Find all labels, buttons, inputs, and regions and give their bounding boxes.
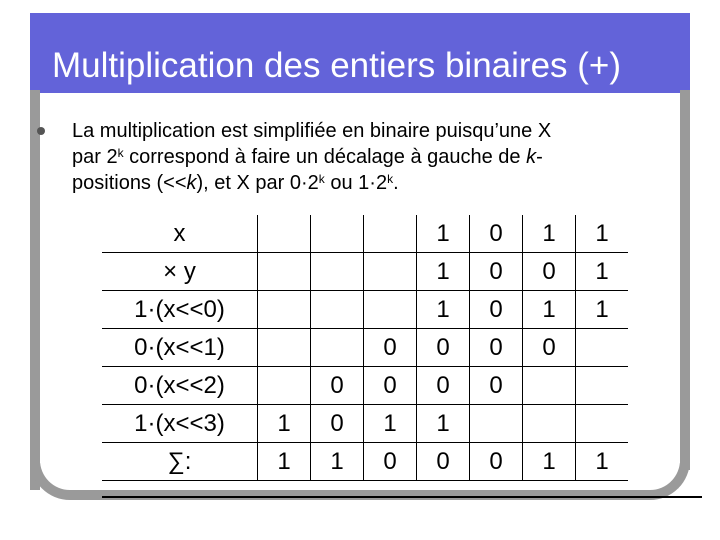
bit-cell: 0 xyxy=(470,253,523,291)
row-label: x xyxy=(102,215,258,253)
bit-cell: 0 xyxy=(417,329,470,367)
bullet-line-1: La multiplication est simplifiée en binaire puisqu’une X xyxy=(72,120,552,142)
bullet-line-3-k: k xyxy=(186,172,197,194)
bit-cell: 0 xyxy=(417,367,470,405)
bullet-line-3-sup2: k xyxy=(387,172,394,186)
bit-cell: 0 xyxy=(311,367,364,405)
bit-cell: 0 xyxy=(417,443,470,481)
row-label: 0·(x<<1) xyxy=(102,329,258,367)
bit-cell: 1 xyxy=(576,215,629,253)
bullet-icon xyxy=(37,127,45,135)
bit-cell: 1 xyxy=(576,291,629,329)
bit-cell: 0 xyxy=(311,405,364,443)
bullet-line-2c: - xyxy=(536,146,543,168)
bit-cell: 0 xyxy=(364,329,417,367)
bit-cell xyxy=(311,291,364,329)
frame-right-border xyxy=(680,90,690,470)
bit-cell xyxy=(311,215,364,253)
bit-cell xyxy=(258,367,311,405)
bit-cell xyxy=(258,291,311,329)
bit-cell xyxy=(364,215,417,253)
bullet-line-2-k: k xyxy=(526,146,537,168)
bit-cell xyxy=(523,367,576,405)
bit-cell: 1 xyxy=(523,291,576,329)
bit-cell: 1 xyxy=(576,443,629,481)
bit-cell: 1 xyxy=(311,443,364,481)
table-row xyxy=(102,443,628,481)
bit-cell: 0 xyxy=(470,443,523,481)
bit-cell: 0 xyxy=(364,367,417,405)
bit-cell xyxy=(470,405,523,443)
bullet-line-3-sup1: k xyxy=(318,172,325,186)
bit-cell: 1 xyxy=(417,253,470,291)
bit-cell xyxy=(258,329,311,367)
table-row xyxy=(102,405,628,443)
bit-cell xyxy=(364,253,417,291)
bit-cell: 1 xyxy=(523,215,576,253)
bit-cell xyxy=(523,405,576,443)
row-label: 0·(x<<2) xyxy=(102,367,258,405)
table-row xyxy=(102,291,628,329)
bit-cell: 1 xyxy=(258,405,311,443)
bit-cell: 1 xyxy=(417,405,470,443)
bit-cell: 0 xyxy=(470,291,523,329)
bit-cell: 0 xyxy=(470,215,523,253)
sum-underline xyxy=(102,496,702,498)
bit-cell xyxy=(576,367,629,405)
frame-left-border xyxy=(30,90,40,490)
bit-cell: 0 xyxy=(364,443,417,481)
row-label: ∑: xyxy=(102,443,258,481)
bullet-line-3d: . xyxy=(393,172,399,194)
bit-cell: 1 xyxy=(417,215,470,253)
bit-cell xyxy=(364,291,417,329)
bit-cell: 1 xyxy=(523,443,576,481)
bit-cell: 1 xyxy=(258,443,311,481)
bit-cell: 0 xyxy=(470,329,523,367)
table-row xyxy=(102,367,628,405)
bit-cell: 0 xyxy=(470,367,523,405)
multiplication-table xyxy=(102,215,628,481)
bullet-line-3b: ), et X par 0·2 xyxy=(196,172,319,194)
row-label: × y xyxy=(102,253,258,291)
bit-cell: 1 xyxy=(364,405,417,443)
bit-cell: 1 xyxy=(576,253,629,291)
bit-cell: 0 xyxy=(523,253,576,291)
bit-cell: 1 xyxy=(417,291,470,329)
bullet-line-3c: ou 1·2 xyxy=(324,172,388,194)
bit-cell xyxy=(576,329,629,367)
table-row xyxy=(102,253,628,291)
row-label: 1·(x<<3) xyxy=(102,405,258,443)
table-row xyxy=(102,329,628,367)
bit-cell xyxy=(258,253,311,291)
bit-cell xyxy=(311,329,364,367)
bit-cell xyxy=(576,405,629,443)
bullet-line-2a: par 2 xyxy=(72,146,118,168)
bit-cell xyxy=(258,215,311,253)
bit-cell xyxy=(311,253,364,291)
slide-title: Multiplication des entiers binaires (+) xyxy=(52,46,622,85)
bit-cell: 0 xyxy=(523,329,576,367)
bullet-line-2-sup: k xyxy=(117,146,124,160)
bullet-line-3a: positions (<< xyxy=(72,172,187,194)
bullet-line-2b: correspond à faire un décalage à gauche de xyxy=(123,146,527,168)
bullet-text xyxy=(72,118,672,196)
table-row xyxy=(102,215,628,253)
row-label: 1·(x<<0) xyxy=(102,291,258,329)
